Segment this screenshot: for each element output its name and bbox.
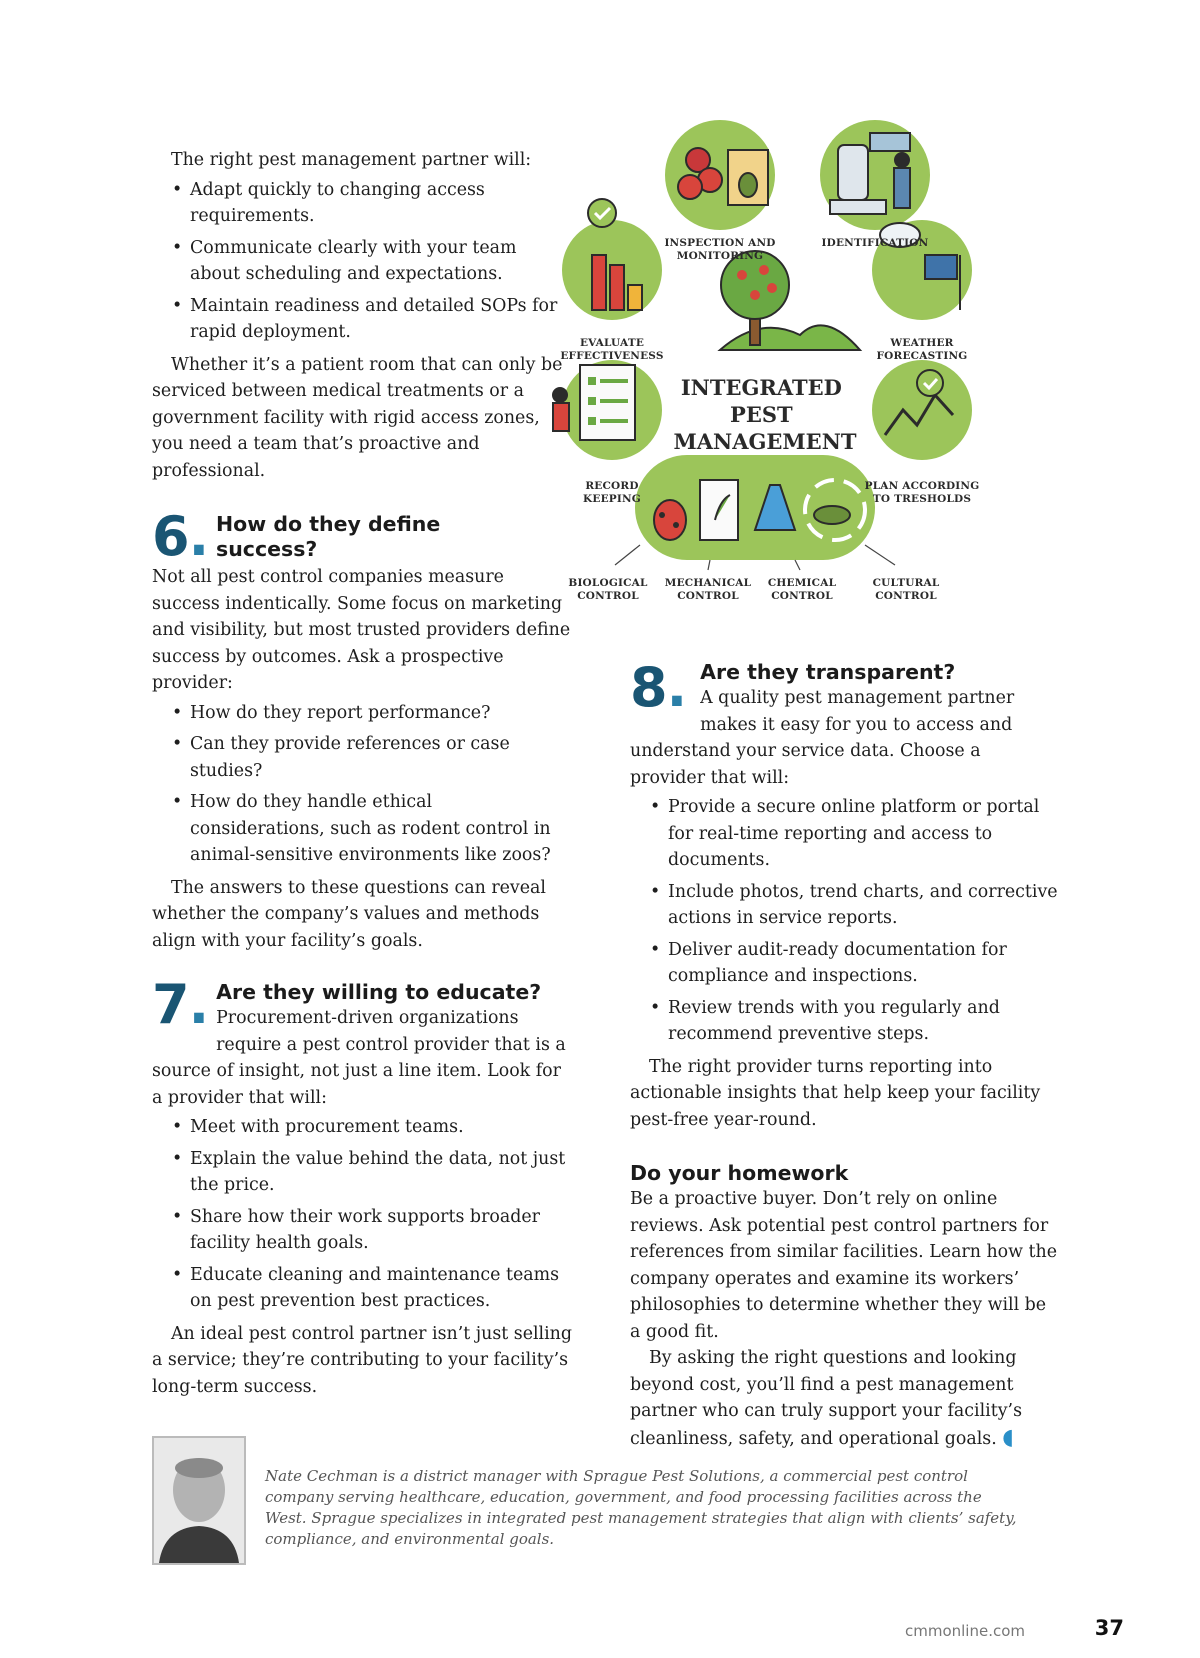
label-cultural: CULTURAL CONTROL	[872, 577, 940, 602]
left-column	[152, 147, 572, 1400]
section-8	[630, 656, 1060, 791]
list-item: • Can they provide references or case studies?	[152, 731, 572, 784]
label-identification: IDENTIFICATION	[821, 237, 929, 249]
section-number	[152, 505, 209, 568]
label-record: RECORD KEEPING	[583, 480, 641, 505]
label-evaluate: EVALUATE EFFECTIVENESS	[560, 337, 664, 362]
homework-closing	[630, 1345, 1060, 1452]
section-after: The answers to these questions can reveal whether the company’s values and methods align with your facility’s goals.	[152, 877, 546, 951]
intro-text: The right pest management partner will:	[171, 150, 532, 170]
list-item: • Educate cleaning and maintenance teams on pest prevention best practices.	[152, 1262, 572, 1315]
control-methods-icon	[635, 455, 875, 560]
right-column	[630, 656, 1060, 1452]
section-number-digit: 8	[630, 656, 667, 719]
record-keeping-icon	[552, 360, 662, 460]
list-item: • Communicate clearly with your team about scheduling and expectations.	[152, 235, 572, 288]
diagram-center-title: INTEGRATED PEST MANAGEMENT	[673, 375, 857, 454]
author-bio: Nate Cechman is a district manager with Sprague Pest Solutions, a commercial pest control company serving healthcare, education, government, and food processing facilities across the West. Sprague specializes in integrated pest management strategies that align with clients’ safety, compliance, and environmental goals.	[265, 1467, 1017, 1548]
evaluate-effectiveness-icon	[562, 199, 662, 320]
plan-thresholds-icon	[872, 360, 972, 460]
end-mark-icon: ◖	[1002, 1424, 1014, 1450]
list-item: • Explain the value behind the data, not just the price.	[152, 1146, 572, 1199]
list-item: • How do they handle ethical considerations, such as rodent control in animal-sensitive environments like zoos?	[152, 789, 572, 869]
inspection-monitoring-icon	[665, 120, 775, 230]
section-7-bullets	[152, 1114, 572, 1315]
list-item: • Review trends with you regularly and recommend preventive steps.	[630, 995, 1060, 1048]
section-number-digit: 6	[152, 505, 189, 568]
label-weather: WEATHER FORECASTING	[876, 337, 968, 362]
list-item: • Deliver audit-ready documentation for compliance and inspections.	[630, 937, 1060, 990]
identification-icon	[820, 120, 930, 230]
label-plan: PLAN ACCORDING TO TRESHOLDS	[864, 480, 980, 505]
section-number	[152, 973, 209, 1036]
list-item: • How do they report performance?	[152, 700, 572, 727]
section-heading: How do they define success?	[216, 512, 441, 561]
tree-icon	[720, 251, 860, 350]
section-body: Procurement-driven organizations require a pest control provider that is a source of insight, not just a line item. Look for a provider that will:	[152, 1008, 566, 1108]
section-6-bullets	[152, 700, 572, 869]
section-6	[152, 505, 572, 568]
label-chemical: CHEMICAL CONTROL	[767, 577, 837, 602]
list-item: • Maintain readiness and detailed SOPs for rapid deployment.	[152, 293, 572, 346]
section-body: A quality pest management partner makes it easy for you to access and understand your service data. Choose a provider that will:	[630, 688, 1015, 788]
section-heading: Are they transparent?	[700, 660, 956, 684]
footer-website: cmmonline.com	[904, 1622, 1025, 1640]
homework-paragraph: Be a proactive buyer. Don’t rely on online reviews. Ask potential pest control partners for references from similar facilities. Learn how the company operates and examine its workers’ philosophies to determine whether they will be a good fit.	[630, 1189, 1058, 1342]
section-8-bullets	[630, 794, 1060, 1048]
section-after: The right provider turns reporting into actionable insights that help keep your facility pest-free year-round.	[630, 1056, 1041, 1130]
section-number-dot: .	[666, 656, 687, 719]
section-7	[152, 973, 572, 1111]
author-portrait-icon	[154, 1438, 244, 1563]
label-biological: BIOLOGICAL CONTROL	[568, 577, 648, 602]
homework-paragraph-2: By asking the right questions and looking beyond cost, you’ll find a pest management partner who can truly support your facility’s cleanliness, safety, and operational goals.	[630, 1348, 1022, 1449]
list-item: • Adapt quickly to changing access requirements.	[152, 177, 572, 230]
page-number: 37	[1094, 1616, 1124, 1640]
section-body: Not all pest control companies measure success indentically. Some focus on marketing and visibility, but most trusted providers define success by outcomes. Ask a prospective provider:	[152, 567, 571, 693]
intro-paragraph: Whether it’s a patient room that can only be serviced between medical treatments or a government facility with rigid access zones, you need a team that’s proactive and professional.	[152, 354, 563, 481]
weather-forecasting-icon	[872, 220, 972, 320]
section-number-digit: 7	[152, 973, 189, 1036]
section-number-dot: .	[188, 973, 209, 1036]
list-item: • Meet with procurement teams.	[152, 1114, 572, 1141]
section-after: An ideal pest control partner isn’t just selling a service; they’re contributing to your facility’s long-term success.	[152, 1323, 573, 1397]
list-item: • Include photos, trend charts, and corrective actions in service reports.	[630, 879, 1060, 932]
section-heading: Are they willing to educate?	[216, 980, 542, 1004]
homework-heading: Do your homework	[630, 1161, 849, 1185]
author-photo	[152, 1436, 246, 1565]
list-item: • Provide a secure online platform or portal for real-time reporting and access to documents.	[630, 794, 1060, 874]
intro-bullet-list	[152, 177, 572, 346]
ipm-diagram	[550, 105, 1050, 635]
section-number	[630, 656, 687, 719]
section-number-dot: .	[188, 505, 209, 568]
label-mechanical: MECHANICAL CONTROL	[664, 577, 752, 602]
label-inspection: INSPECTION AND MONITORING	[664, 237, 776, 262]
list-item: • Share how their work supports broader facility health goals.	[152, 1204, 572, 1257]
